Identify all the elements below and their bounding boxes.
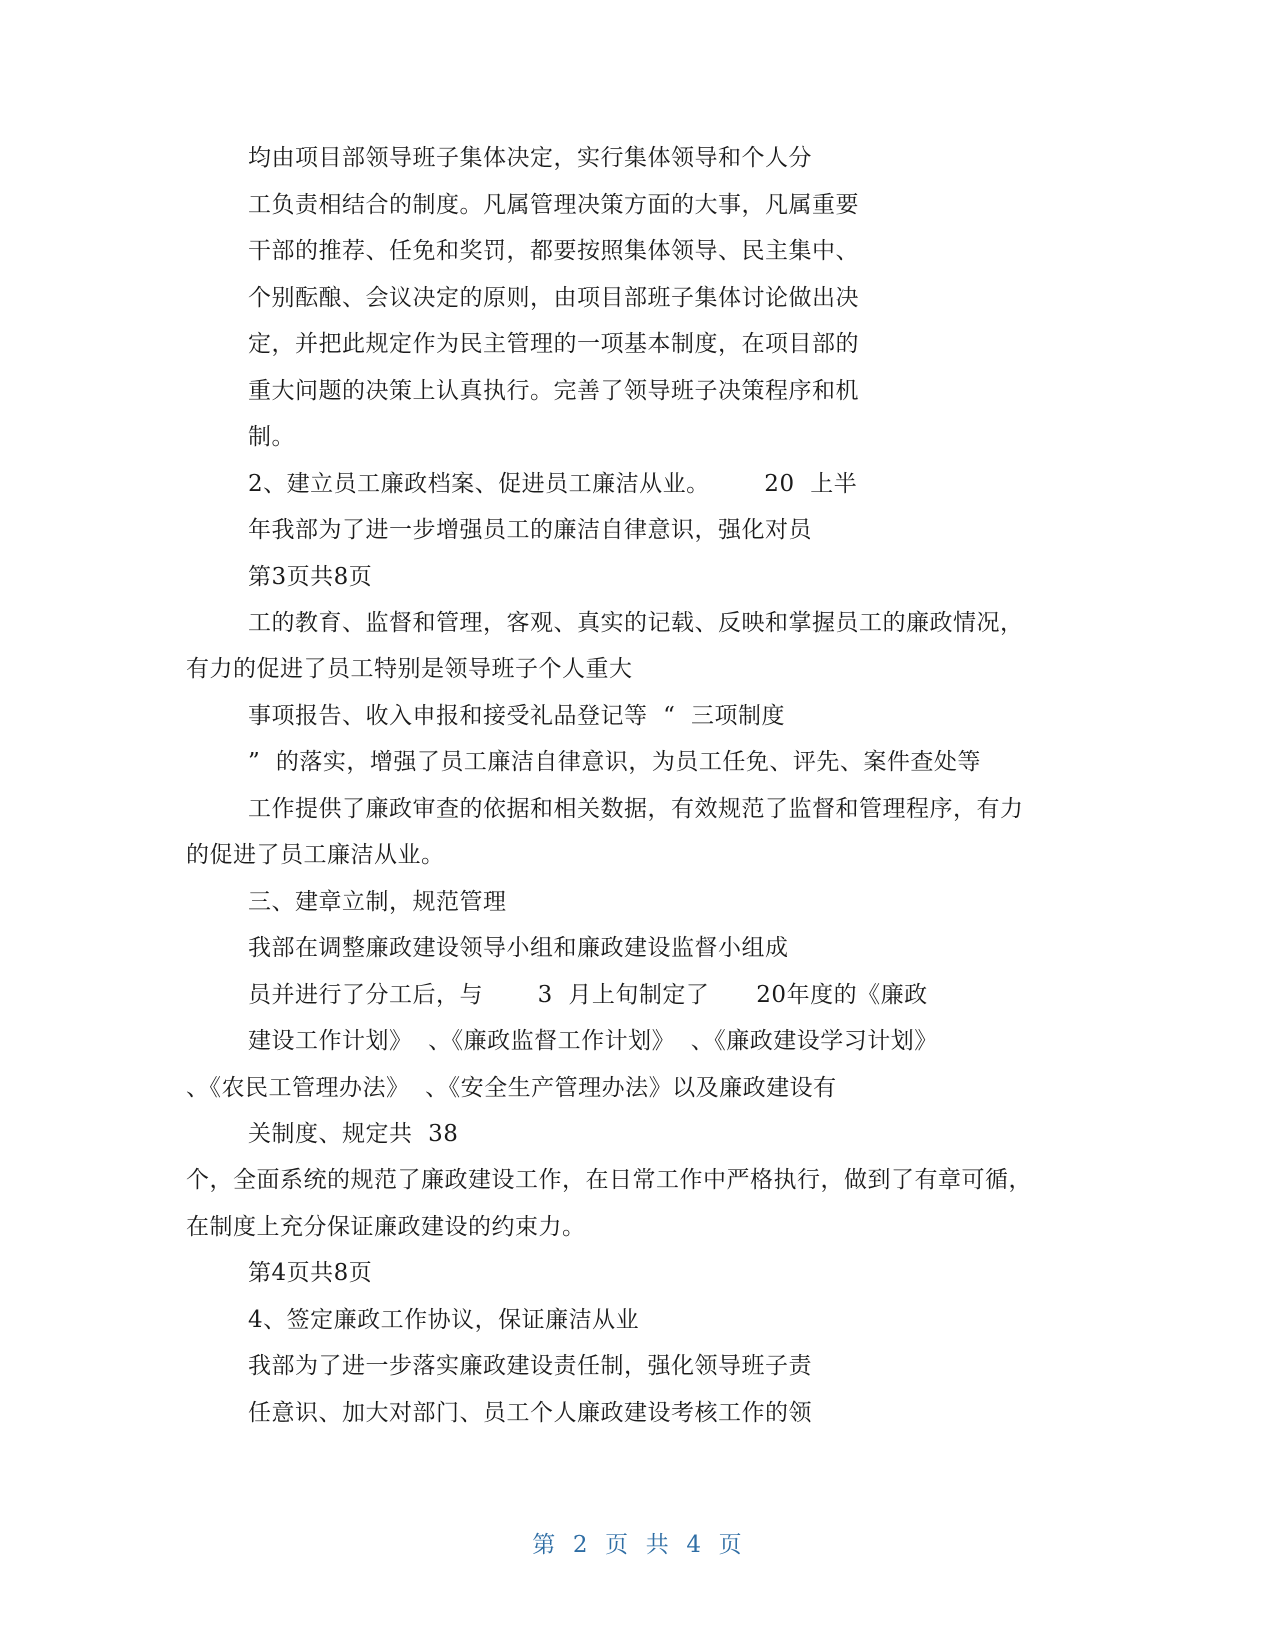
text-line: 定，并把此规定作为民主管理的一项基本制度，在项目部的 (248, 331, 859, 357)
text-line: 2、建立员工廉政档案、促进员工廉洁从业。 20 上半 (248, 471, 858, 497)
text-line: 员并进行了分工后，与 3 月上旬制定了 20年度的《廉政 (248, 982, 928, 1008)
text-line: 年我部为了进一步增强员工的廉洁自律意识，强化对员 (248, 517, 812, 543)
page-footer: 第 2 页 共 4 页 (532, 1532, 743, 1558)
text-line: 有力的促进了员工特别是领导班子个人重大 (186, 656, 633, 682)
text-line: 干部的推荐、任免和奖罚，都要按照集体领导、民主集中、 (248, 238, 859, 264)
text-line: 事项报告、收入申报和接受礼品登记等 “ 三项制度 (248, 703, 786, 729)
text-line: 工作提供了廉政审查的依据和相关数据，有效规范了监督和管理程序，有力 (248, 796, 1024, 822)
text-line: 重大问题的决策上认真执行。完善了领导班子决策程序和机 (248, 378, 859, 404)
text-line: 建设工作计划》 、《廉政监督工作计划》 、《廉政建设学习计划》 (248, 1028, 938, 1054)
text-line: 任意识、加大对部门、员工个人廉政建设考核工作的领 (248, 1400, 812, 1426)
page-marker: 第4页共8页 (248, 1260, 373, 1286)
text-line: 我部在调整廉政建设领导小组和廉政建设监督小组成 (248, 935, 789, 961)
section-heading: 三、建章立制，规范管理 (248, 889, 507, 915)
text-line: 4、签定廉政工作协议，保证廉洁从业 (248, 1307, 640, 1333)
text-line: 、《农民工管理办法》 、《安全生产管理办法》以及廉政建设有 (186, 1075, 837, 1101)
text-line: 工的教育、监督和管理，客观、真实的记载、反映和掌握员工的廉政情况， (248, 610, 1024, 636)
text-line: 在制度上充分保证廉政建设的约束力。 (186, 1214, 586, 1240)
text-line: 个，全面系统的规范了廉政建设工作，在日常工作中严格执行，做到了有章可循， (186, 1167, 1032, 1193)
text-line: 的促进了员工廉洁从业。 (186, 842, 445, 868)
page-marker: 第3页共8页 (248, 564, 373, 590)
text-line: 关制度、规定共 38 (248, 1121, 459, 1147)
text-line: 均由项目部领导班子集体决定，实行集体领导和个人分 (248, 145, 812, 171)
text-line: 个别酝酿、会议决定的原则，由项目部班子集体讨论做出决 (248, 285, 859, 311)
text-line: 我部为了进一步落实廉政建设责任制，强化领导班子责 (248, 1353, 812, 1379)
text-line: ” 的落实，增强了员工廉洁自律意识，为员工任免、评先、案件查处等 (248, 749, 981, 775)
text-line: 工负责相结合的制度。凡属管理决策方面的大事，凡属重要 (248, 192, 859, 218)
text-line: 制。 (248, 424, 295, 450)
